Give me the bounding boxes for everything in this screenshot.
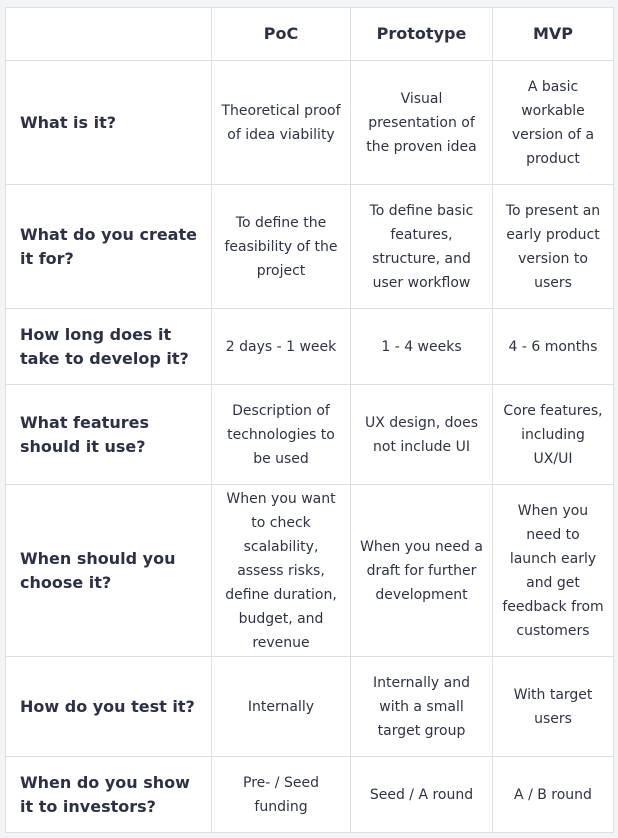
poc-cell: To define the feasibility of the project [212,185,351,309]
mvp-cell: A / B round [493,757,614,833]
header-row [6,8,614,61]
poc-cell: Theoretical proof of idea viability [212,61,351,185]
poc-cell: Internally [212,657,351,757]
mvp-cell: A basic workable version of a product [493,61,614,185]
column-header-poc: PoC [212,8,351,61]
column-header-prototype: Prototype [351,8,493,61]
row-question: How do you test it? [6,657,212,757]
prototype-cell: Visual presentation of the proven idea [351,61,493,185]
table-row [6,385,614,485]
row-question: How long does it take to develop it? [6,309,212,385]
mvp-cell: To present an early product version to users [493,185,614,309]
mvp-cell: Core features, including UX/UI [493,385,614,485]
poc-cell: When you want to check scalability, assess risks, define duration, budget, and revenue [212,485,351,657]
mvp-cell: 4 - 6 months [493,309,614,385]
table-row [6,309,614,385]
comparison-table [5,7,614,833]
table-row [6,61,614,185]
table-row [6,485,614,657]
mvp-cell: When you need to launch early and get feedback from customers [493,485,614,657]
prototype-cell: To define basic features, structure, and user workflow [351,185,493,309]
row-question: When do you show it to investors? [6,757,212,833]
table-row [6,757,614,833]
prototype-cell: Internally and with a small target group [351,657,493,757]
row-question: What features should it use? [6,385,212,485]
poc-cell: 2 days - 1 week [212,309,351,385]
row-question: When should you choose it? [6,485,212,657]
row-question: What do you create it for? [6,185,212,309]
column-header-mvp: MVP [493,8,614,61]
poc-cell: Pre- / Seed funding [212,757,351,833]
table-row [6,657,614,757]
mvp-cell: With target users [493,657,614,757]
table-row [6,185,614,309]
prototype-cell: When you need a draft for further development [351,485,493,657]
prototype-cell: UX design, does not include UI [351,385,493,485]
row-question: What is it? [6,61,212,185]
prototype-cell: 1 - 4 weeks [351,309,493,385]
comparison-table-container [5,7,614,833]
poc-cell: Description of technologies to be used [212,385,351,485]
corner-cell [6,8,212,61]
prototype-cell: Seed / A round [351,757,493,833]
